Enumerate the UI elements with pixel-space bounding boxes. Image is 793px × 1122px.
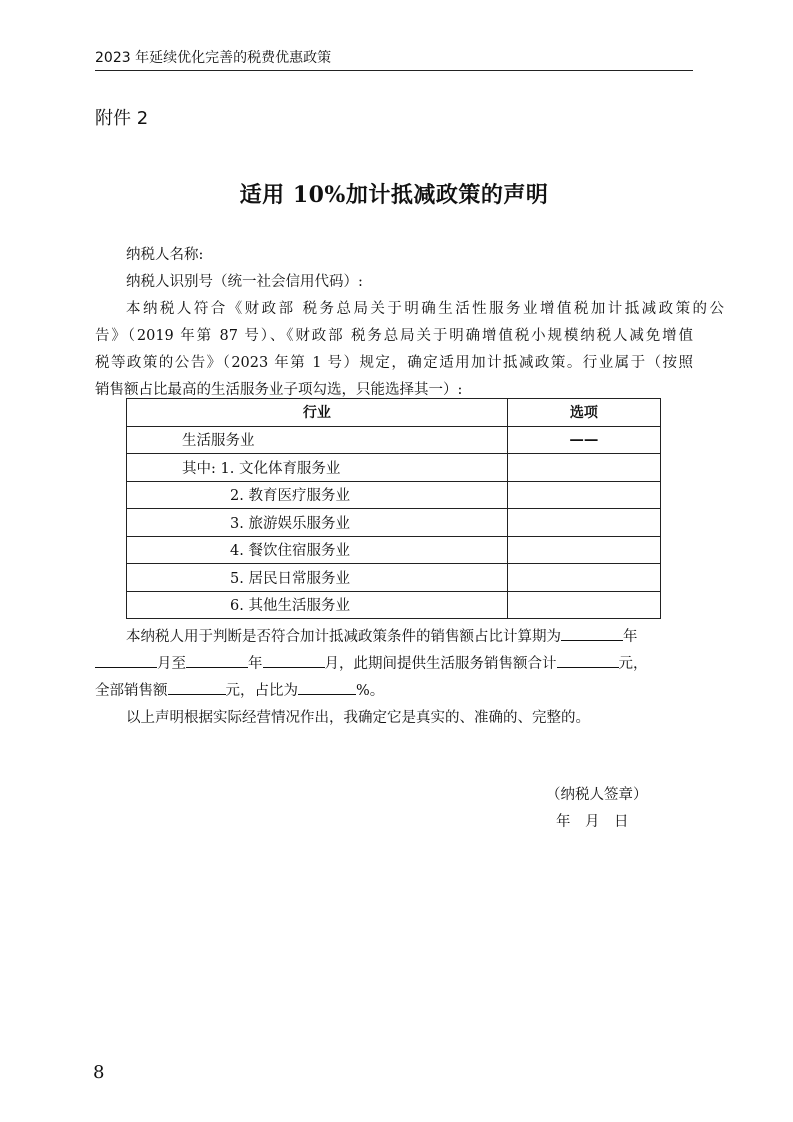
- month-to-label: 月至: [157, 656, 186, 672]
- month-sales-label: 月，此期间提供生活服务销售额合计: [324, 656, 557, 672]
- table-row: [127, 536, 661, 564]
- option-checkbox[interactable]: [507, 564, 660, 592]
- option-checkbox[interactable]: [507, 536, 660, 564]
- option-checkbox[interactable]: [507, 591, 660, 619]
- start-year-field[interactable]: [561, 628, 623, 641]
- statement-line-4: 销售额占比最高的生活服务业子项勾选，只能选择其一）:: [95, 382, 463, 398]
- industry-label: 6. 其他生活服务业: [127, 591, 508, 619]
- header-industry: 行业: [127, 399, 508, 427]
- header-title: 2023 年延续优化完善的税费优惠政策: [95, 50, 332, 66]
- total-sales-label: 全部销售额: [95, 683, 168, 699]
- attachment-label: 附件 2: [95, 108, 149, 129]
- option-checkbox[interactable]: [507, 454, 660, 482]
- percent-label: %。: [356, 683, 385, 699]
- taxpayer-name-label: 纳税人名称:: [126, 247, 204, 263]
- period-line-3: [95, 679, 693, 700]
- industry-label: 2. 教育医疗服务业: [127, 481, 508, 509]
- industry-label: 生活服务业: [127, 426, 508, 454]
- period-text: 本纳税人用于判断是否符合加计抵减政策条件的销售额占比计算期为: [126, 629, 561, 645]
- ratio-label: 元，占比为: [225, 683, 298, 699]
- industry-label: 其中: 1. 文化体育服务业: [127, 454, 508, 482]
- year-label: 年: [248, 656, 263, 672]
- end-year-field[interactable]: [186, 655, 248, 668]
- year-label: 年: [623, 629, 638, 645]
- table-header-row: [127, 399, 661, 427]
- table-row: [127, 426, 661, 454]
- option-checkbox[interactable]: [507, 481, 660, 509]
- industry-label: 3. 旅游娱乐服务业: [127, 509, 508, 537]
- period-line-2: [95, 652, 693, 673]
- start-month-field[interactable]: [95, 655, 157, 668]
- option-checkbox[interactable]: [507, 509, 660, 537]
- industry-label: 5. 居民日常服务业: [127, 564, 508, 592]
- page-number: 8: [93, 1062, 105, 1083]
- ratio-field[interactable]: [298, 682, 356, 695]
- table-row: [127, 454, 661, 482]
- industry-label: 4. 餐饮住宿服务业: [127, 536, 508, 564]
- total-sales-field[interactable]: [168, 682, 226, 695]
- page-header: [95, 48, 693, 71]
- statement-line-2: 告》（2019 年第 87 号）、《财政部 税务总局关于明确增值税小规模纳税人减免增值: [95, 328, 693, 344]
- end-month-field[interactable]: [263, 655, 325, 668]
- option-cell: ——: [507, 426, 660, 454]
- period-line-1: [95, 625, 724, 646]
- taxpayer-seal-label: （纳税人签章）: [546, 787, 648, 803]
- industry-table: [126, 398, 661, 619]
- yuan-label: 元，: [618, 656, 648, 672]
- table-row: [127, 564, 661, 592]
- signature-date: 年 月 日: [556, 814, 629, 830]
- table-row: [127, 509, 661, 537]
- header-option: 选项: [507, 399, 660, 427]
- life-service-sales-field[interactable]: [557, 655, 619, 668]
- table-row: [127, 481, 661, 509]
- taxpayer-id-label: 纳税人识别号（统一社会信用代码）:: [126, 274, 363, 290]
- declaration-text: 以上声明根据实际经营情况作出，我确定它是真实的、准确的、完整的。: [126, 710, 590, 726]
- document-title: 适用 10%加计抵减政策的声明: [239, 182, 549, 208]
- table-row: [127, 591, 661, 619]
- statement-line-3: 税等政策的公告》（2023 年第 1 号）规定，确定适用加计抵减政策。行业属于（按照: [95, 355, 693, 371]
- statement-line-1: 本纳税人符合《财政部 税务总局关于明确生活性服务业增值税加计抵减政策的公: [126, 301, 724, 317]
